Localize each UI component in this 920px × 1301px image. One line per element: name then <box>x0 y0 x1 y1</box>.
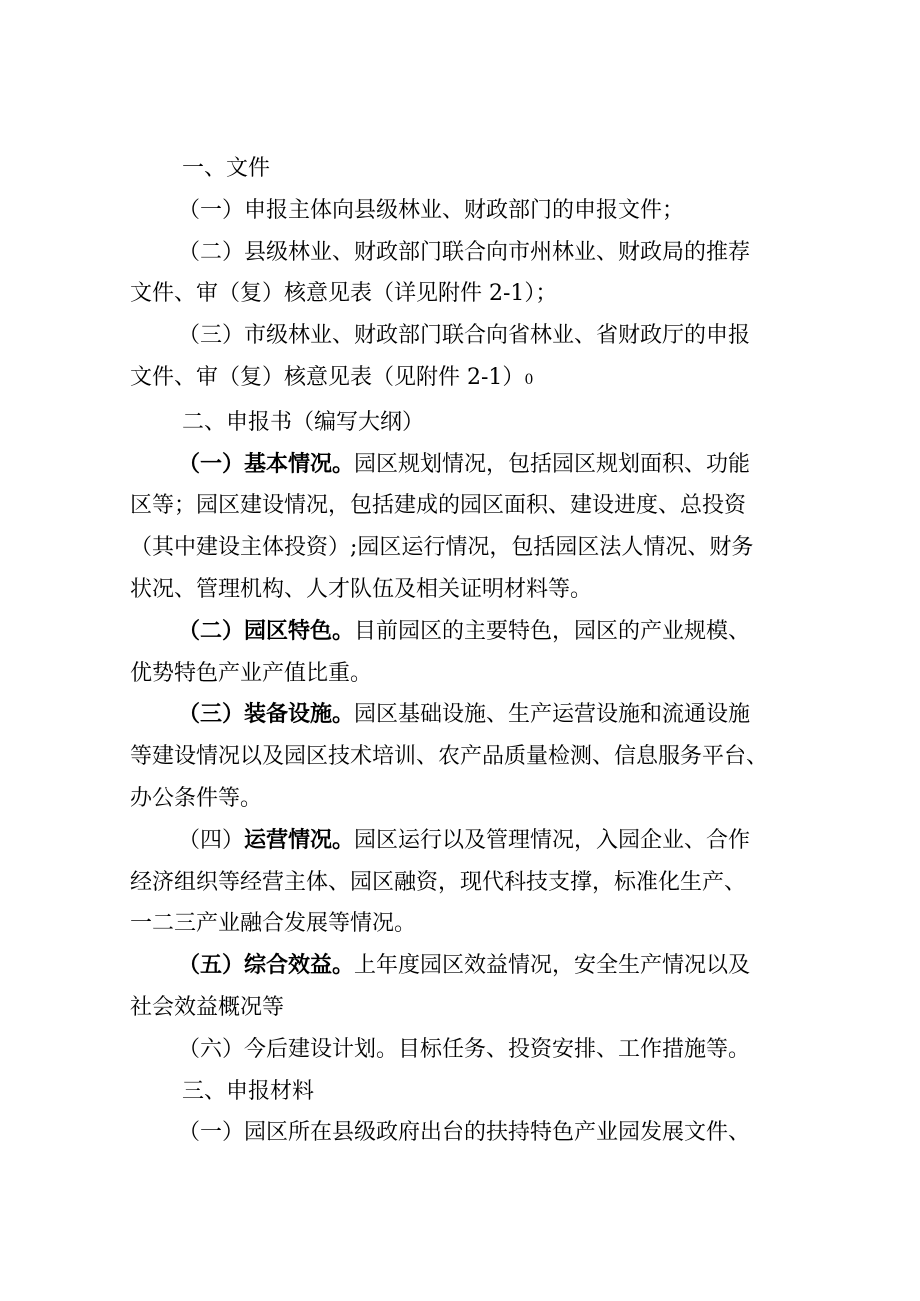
heading-3: 三、申报材料 <box>182 1078 315 1104</box>
item-1-3-line-1: （三）市级林业、财政部门联合向省林业、省财政厅的申报 <box>178 323 751 349</box>
item-1-1: （一）申报主体向县级林业、财政部门的申报文件； <box>178 197 685 223</box>
section-feature-line-2: 优势特色产业产值比重。 <box>130 660 373 686</box>
section-benefit-line-1 <box>130 945 820 987</box>
section-facility-label: （三）装备设施。 <box>178 701 355 728</box>
section-facility-line-1 <box>130 694 820 736</box>
section-operation-prefix: （四） <box>178 827 245 853</box>
section-benefit-label: （五）综合效益。 <box>178 952 355 979</box>
item-1-2-line-1: （二）县级林业、财政部门联合向市州林业、财政局的推荐 <box>178 239 751 265</box>
section-plan: （六）今后建设计划。目标任务、投资安排、工作措施等。 <box>178 1036 751 1062</box>
section-operation-label: 运营情况。 <box>244 826 355 853</box>
section-basic-line-4: 状况、管理机构、人才队伍及相关证明材料等。 <box>130 576 593 602</box>
item-1-3-tail: 0 <box>524 371 534 388</box>
section-basic-label: （一）基本情况。 <box>178 450 355 477</box>
section-operation-line-2: 经济组织等经营主体、园区融资，现代科技支撑，标准化生产、 <box>130 869 747 895</box>
section-benefit-line-2: 社会效益概况等 <box>130 994 285 1020</box>
section-operation-line-1 <box>130 820 820 862</box>
section-basic-text: 园区规划情况，包括园区规划面积、功能 <box>354 451 751 477</box>
section-feature-line-1 <box>130 611 820 653</box>
item-1-3-text: 文件、审（复）核意见表（见附件 2-1） <box>130 364 525 390</box>
section-benefit-text: 上年度园区效益情况，安全生产情况以及 <box>354 953 751 979</box>
section-basic-line-2: 区等；园区建设情况，包括建成的园区面积、建设进度、总投资 <box>130 493 747 519</box>
section-operation-line-3: 一二三产业融合发展等情况。 <box>130 911 417 937</box>
heading-1: 一、文件 <box>182 156 271 181</box>
section-facility-line-3: 办公条件等。 <box>130 785 263 811</box>
section-feature-label: （二）园区特色。 <box>178 617 355 644</box>
section-basic-line-3: （其中建设主体投资）;园区运行情况，包括园区法人情况、财务 <box>130 535 754 561</box>
section-operation-text: 园区运行以及管理情况，入园企业、合作 <box>354 827 751 853</box>
item-1-2-line-2: 文件、审（复）核意见表（详见附件 2-1）； <box>130 281 558 307</box>
item-3-1: （一）园区所在县级政府出台的扶持特色产业园发展文件、 <box>178 1120 751 1146</box>
section-facility-line-2: 等建设情况以及园区技术培训、农产品质量检测、信息服务平台、 <box>130 744 769 770</box>
section-feature-text: 目前园区的主要特色，园区的产业规模、 <box>354 618 751 644</box>
section-basic-line-1 <box>130 444 820 486</box>
heading-2: 二、申报书（编写大纲） <box>182 409 425 435</box>
section-facility-text: 园区基础设施、生产运营设施和流通设施 <box>354 702 751 728</box>
item-1-3-line-2 <box>130 357 820 402</box>
